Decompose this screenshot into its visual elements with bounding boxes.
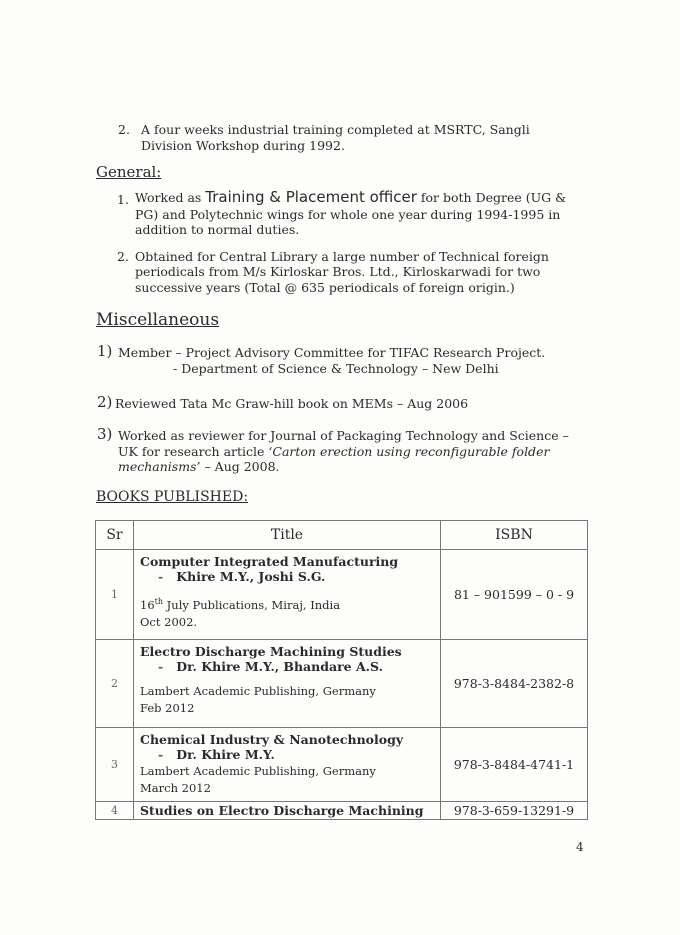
misc-item-3-line-2 [118,444,549,460]
misc-item-3-line-3 [118,459,280,475]
spacer [140,584,434,592]
dash: - [158,747,164,762]
book-authors [140,569,434,584]
ordinal-suffix: th [154,597,164,606]
table-row [96,802,588,820]
training-line-1: A four weeks industrial training completed at MSRTC, Sangli [141,122,530,137]
book-date: March 2012 [140,781,211,795]
spacer [140,674,434,682]
book-title: Computer Integrated Manufacturing [140,554,399,569]
book-title: Electro Discharge Machining Studies [140,644,402,659]
row-sr: 2 [96,640,134,728]
book-authors [140,747,434,762]
row-title-cell [134,728,441,802]
table-header-row [96,521,588,550]
row-isbn: 978-3-8484-2382-8 [441,640,588,728]
row-sr: 1 [96,550,134,640]
general-item-number: 1. [117,192,129,207]
page-number: 4 [576,840,584,854]
training-line-2: Division Workshop during 1992. [141,138,345,153]
book-publisher: Lambert Academic Publishing, Germany [140,684,376,698]
miscellaneous-heading: Miscellaneous [96,310,220,330]
row-title-cell [134,802,441,820]
row-isbn: 978-3-659-13291-9 [441,802,588,820]
misc-item-2-line-1: Reviewed Tata Mc Graw-hill book on MEMs – Aug 2006 [115,396,469,411]
row-title-cell [134,640,441,728]
dash: - [158,569,164,584]
text-span: UK for research article [118,444,269,459]
books-published-heading: BOOKS PUBLISHED: [96,489,249,505]
authors-text: Dr. Khire M.Y., Bhandare A.S. [176,659,383,674]
column-header-sr: Sr [96,521,134,550]
article-title-text: ‘Carton erection using reconfigurable folder [268,444,550,459]
general-item-2-line-1: Obtained for Central Library a large number of Technical foreign [135,249,549,264]
book-title: Chemical Industry & Nanotechnology [140,732,404,747]
book-date: Feb 2012 [140,701,195,715]
book-date: Oct 2002. [140,614,198,629]
article-title-text: mechanisms’ [118,459,201,474]
book-publisher: Lambert Academic Publishing, Germany [140,764,376,778]
book-publisher: 16th July Publications, Miraj, India [140,597,341,612]
general-item-2-line-3: successive years (Total @ 635 periodicals of foreign origin.) [135,280,515,295]
books-table [95,520,588,820]
item-number: 2. [118,122,130,137]
row-isbn: 978-3-8484-4741-1 [441,728,588,802]
column-header-isbn: ISBN [441,521,588,550]
table-row [96,728,588,802]
table-row [96,640,588,728]
book-authors [140,659,434,674]
row-sr: 3 [96,728,134,802]
general-item-2-line-2: periodicals from M/s Kirloskar Bros. Ltd., Kirloskarwadi for two [135,264,541,279]
authors-text: Khire M.Y., Joshi S.G. [176,569,326,584]
training-placement-text: Training & Placement officer [205,188,417,206]
misc-item-number: 3) [97,425,113,443]
row-sr: 4 [96,802,134,820]
text-span: Worked as [135,190,206,205]
misc-item-number: 1) [97,342,113,360]
row-title-cell [134,550,441,640]
general-item-number: 2. [117,249,129,264]
column-header-title: Title [134,521,441,550]
dash: - [158,659,164,674]
table-row [96,550,588,640]
general-item-1-line-3: addition to normal duties. [135,222,300,237]
text-span: for both Degree (UG & [416,190,567,205]
misc-item-number: 2) [97,393,113,411]
general-item-1-line-1 [135,189,566,206]
misc-item-1-line-2: - Department of Science & Technology – New Delhi [173,361,499,376]
general-item-1-line-2: PG) and Polytechnic wings for whole one year during 1994-1995 in [135,207,561,222]
general-heading: General: [96,163,162,181]
authors-text: Dr. Khire M.Y. [176,747,275,762]
misc-item-3-line-1: Worked as reviewer for Journal of Packaging Technology and Science – [118,428,569,443]
text-span: – Aug 2008. [200,459,280,474]
book-title: Studies on Electro Discharge Machining [140,803,424,818]
misc-item-1-line-1: Member – Project Advisory Committee for TIFAC Research Project. [118,345,546,360]
row-isbn: 81 – 901599 – 0 - 9 [441,550,588,640]
